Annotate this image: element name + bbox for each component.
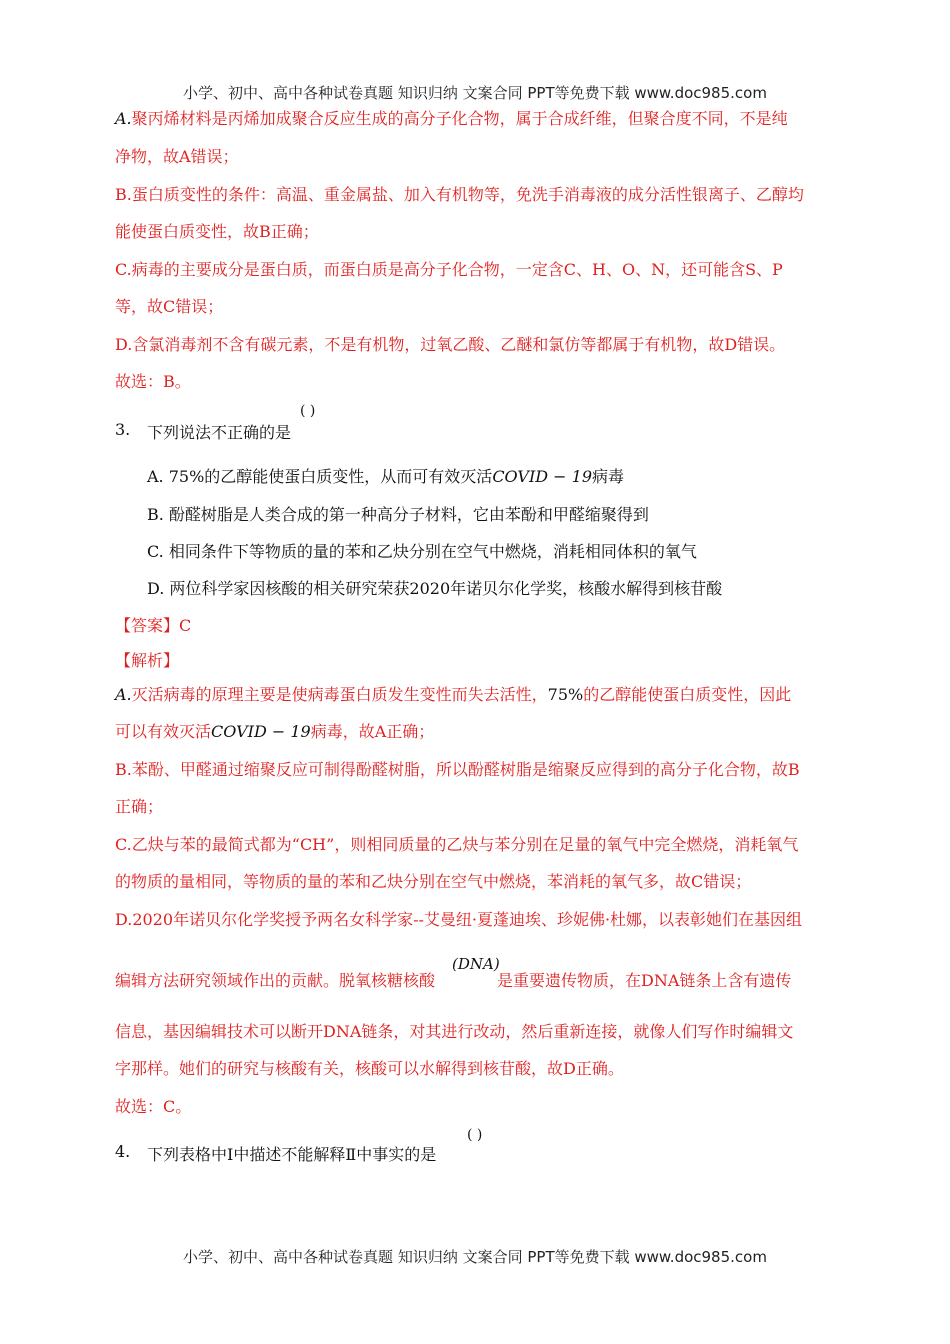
analysis-d-line-2 [115,970,845,992]
question-3-option-b: B. 酚醛树脂是人类合成的第一种高分子材料，它由苯酚和甲醛缩聚得到 [147,505,649,524]
analysis-d-line-3: 信息，基因编辑技术可以断开DNA链条，对其进行改动，然后重新连接，就像人们写作时编辑文 [115,1022,794,1041]
page-header: 小学、初中、高中各种试卷真题 知识归纳 文案合同 PPT等免费下载 www.doc985.com [183,84,767,102]
prev-analysis-line-1 [115,108,845,130]
analysis-a2-end: 病毒，故A正确； [310,722,435,741]
question-3-answer: 【答案】C [115,616,192,635]
option-a-percent: 75% [168,467,205,486]
prev-analysis-line-7: D.含氯消毒剂不含有碳元素，不是有机物，过氧乙酸、乙醚和氯仿等都属于有机物，故D错误。 [115,335,786,354]
analysis-a2-covid: COVID − 19 [211,722,311,741]
analysis-b-line-1: B.苯酚、甲醛通过缩聚反应可制得酚醛树脂，所以酚醛树脂是缩聚反应得到的高分子化合物，故B [115,760,800,779]
question-3-paren: ( ) [300,403,316,419]
question-4-paren: ( ) [467,1127,483,1143]
question-4-number: 4. [115,1142,131,1161]
question-3-option-a [147,466,624,488]
prev-analysis-line-5: C.病毒的主要成分是蛋白质，而蛋白质是高分子化合物，一定含C、H、O、N，还可能含S、P [115,260,783,279]
analysis-d-line-1: D.2020年诺贝尔化学奖授予两名女科学家--艾曼纽·夏蓬迪埃、珍妮佛·杜娜，以表彰她们在基因组 [115,910,803,929]
analysis-a-end: 的乙醇能使蛋白质变性，因此 [583,685,792,704]
analysis-a-prefix: A. [115,685,132,704]
analysis-choice: 故选：C。 [115,1097,192,1116]
analysis-a-line-2 [115,721,845,743]
option-a-label: A. [147,467,164,486]
prev-analysis-line-6: 等，故C错误； [115,297,224,316]
option-a-end: 病毒 [592,467,625,486]
analysis-d2-start: 编辑方法研究领域作出的贡献。脱氧核糖核酸 [115,971,436,990]
analysis-a2-start: 可以有效灭活 [115,722,212,741]
analysis-text: 聚丙烯材料是丙烯加成聚合反应生成的高分子化合物，属于合成纤维，但聚合度不同，不是纯 [131,109,788,128]
analysis-d2-end: 是重要遗传物质，在DNA链条上含有遗传 [497,971,792,990]
analysis-dna-paren: (DNA) [452,955,500,973]
prev-analysis-line-4: 能使蛋白质变性，故B正确； [115,222,319,241]
page-footer: 小学、初中、高中各种试卷真题 知识归纳 文案合同 PPT等免费下载 www.doc985.com [183,1248,767,1266]
analysis-c-line-2: 的物质的量相同，等物质的量的苯和乙炔分别在空气中燃烧，苯消耗的氧气多，故C错误； [115,872,752,891]
prev-analysis-line-8: 故选：B。 [115,372,191,391]
option-a-covid: COVID − 19 [492,467,593,486]
prev-analysis-line-3: B.蛋白质变性的条件：高温、重金属盐、加入有机物等，免洗手消毒液的成分活性银离子、乙醇均 [115,185,804,204]
question-3-analysis-label: 【解析】 [115,651,180,670]
option-a-middle: 的乙醇能使蛋白质变性，从而可有效灭活 [204,467,493,486]
question-3-stem: 下列说法不正确的是 [147,423,292,442]
analysis-d-line-4: 字那样。她们的研究与核酸有关，核酸可以水解得到核苷酸，故D正确。 [115,1059,624,1078]
analysis-c-line-1: C.乙炔与苯的最简式都为“CH”，则相同质量的乙炔与苯分别在足量的氧气中完全燃烧，消耗氧气 [115,835,799,854]
question-3-number: 3. [115,420,131,439]
analysis-a-text: 灭活病毒的原理主要是使病毒蛋白质发生变性而失去活性， [131,685,548,704]
question-4-stem: 下列表格中Ⅰ中描述不能解释Ⅱ中事实的是 [147,1145,437,1164]
analysis-a-line-1 [115,684,845,706]
question-3-option-d: D. 两位科学家因核酸的相关研究荣获2020年诺贝尔化学奖，核酸水解得到核苷酸 [147,579,723,598]
analysis-b-line-2: 正确； [115,797,164,816]
analysis-a-percent: 75% [547,685,584,704]
option-prefix: A. [115,109,132,128]
question-3-option-c: C. 相同条件下等物质的量的苯和乙炔分别在空气中燃烧，消耗相同体积的氧气 [147,542,697,561]
prev-analysis-line-2: 净物，故A错误； [115,147,239,166]
